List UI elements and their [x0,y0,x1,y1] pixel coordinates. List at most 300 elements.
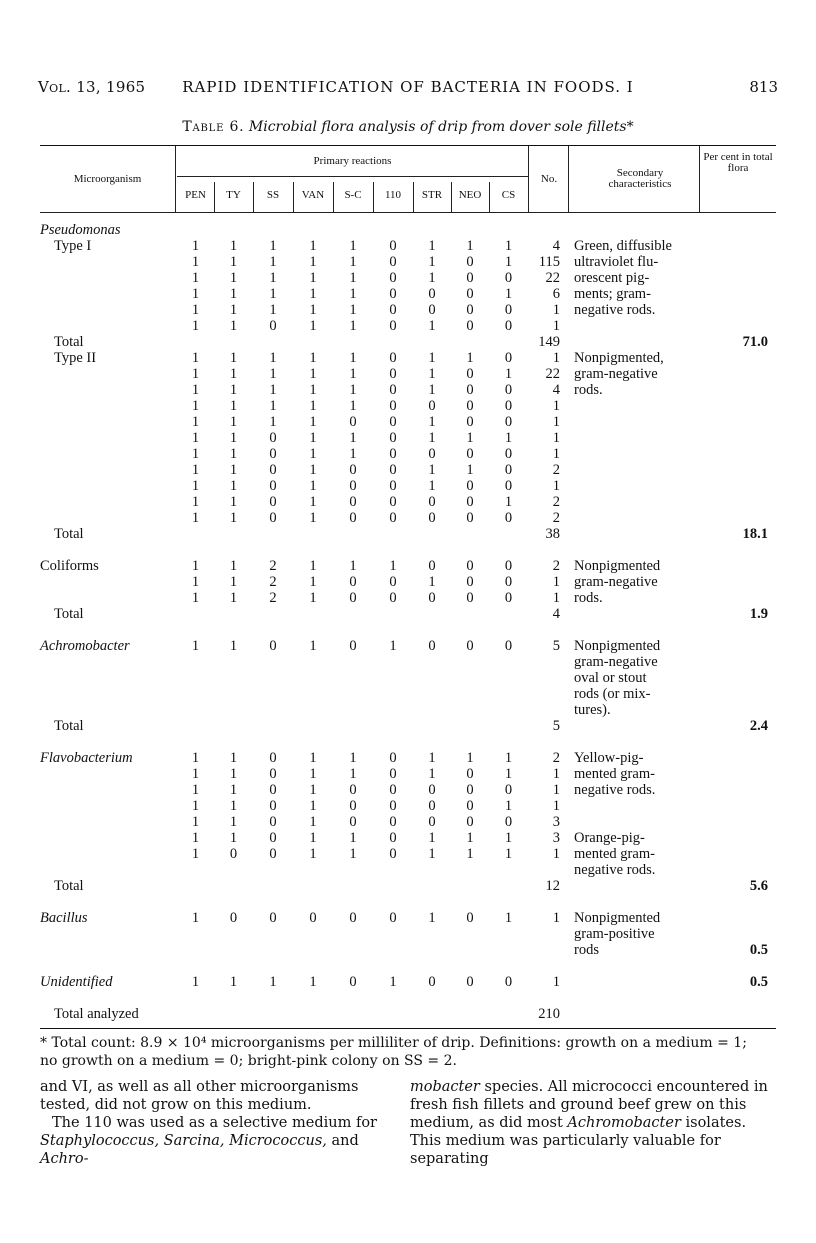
table-row [40,654,776,670]
reaction-cell: 0 [428,590,436,606]
reaction-cell: 0 [389,910,397,926]
reaction-cell: 0 [504,510,513,526]
reaction-cell: 1 [428,766,436,782]
reaction-cell: 1 [309,478,317,494]
reaction-cell: 0 [269,478,277,494]
row-label [40,814,177,830]
percent-cell [698,990,776,1006]
count-cell: 1 [552,910,560,926]
row-label [40,478,177,494]
col-primary: Primary reactions [313,155,392,167]
reaction-cell: 1 [229,558,238,574]
count-cell: 22 [545,270,560,286]
text-run: Achromobacter [567,1115,681,1131]
reaction-cell [177,542,214,558]
reaction-cell: 1 [349,318,357,334]
reaction-cell [373,686,413,702]
secondary-cell: Yellow-pig- [574,750,644,766]
reaction-cell [413,670,451,686]
count-cell [528,990,566,1006]
reaction-cell: 1 [466,462,474,478]
reaction-cell [333,718,373,734]
secondary-cell: gram-negative [574,654,658,670]
secondary-cell [566,430,698,446]
reaction-cell: 0 [504,398,513,414]
reaction-cell: 0 [349,974,357,990]
reaction-cell: 1 [309,430,317,446]
reaction-cell: 1 [309,510,317,526]
reaction-cell: 0 [504,590,513,606]
reaction-cell [373,654,413,670]
row-label: Bacillus [40,910,88,926]
secondary-cell: mented gram- [574,766,655,782]
reaction-cell [214,334,253,350]
reaction-cell [373,622,413,638]
count-cell: 1 [552,766,560,782]
secondary-cell [566,334,698,350]
reaction-cell [253,734,293,750]
secondary-cell: rods (or mix- [574,686,651,702]
text-run: species. All micrococci encountered in fresh fish fillets and ground beef grew on this medium, as did most [410,1079,768,1131]
row-label [40,686,177,702]
percent-cell [698,574,776,590]
reaction-cell: 0 [389,414,397,430]
percent-cell [698,926,776,942]
col-medium: PEN [185,189,206,201]
paragraph [40,1114,390,1168]
reaction-cell [253,942,293,958]
table-row [40,430,776,446]
reaction-cell: 0 [466,510,474,526]
reaction-cell: 1 [229,430,238,446]
reaction-cell: 1 [428,910,436,926]
reaction-cell [413,718,451,734]
reaction-cell [489,894,528,910]
row-label [40,734,177,750]
reaction-cell: 1 [349,446,357,462]
reaction-cell: 0 [504,350,513,366]
reaction-cell [373,526,413,542]
secondary-cell: Nonpigmented [574,558,661,574]
reaction-cell: 1 [349,430,357,446]
reaction-cell: 1 [504,254,513,270]
reaction-cell: 0 [309,910,317,926]
table-row [40,222,776,238]
reaction-cell: 1 [504,846,513,862]
reaction-cell [177,878,214,894]
reaction-cell: 1 [191,318,200,334]
percent-cell [698,446,776,462]
reaction-cell: 1 [191,766,200,782]
reaction-cell: 1 [428,270,436,286]
table-row [40,942,776,958]
table-row [40,798,776,814]
reaction-cell: 1 [309,302,317,318]
reaction-cell [214,654,253,670]
reaction-cell: 1 [229,398,238,414]
count-cell: 22 [545,366,560,382]
table-row [40,750,776,766]
reaction-cell: 0 [389,574,397,590]
reaction-cell: 0 [504,446,513,462]
reaction-cell: 1 [191,782,200,798]
reaction-cell [293,862,333,878]
reaction-cell: 0 [466,270,474,286]
reaction-cell: 0 [269,494,277,510]
reaction-cell: 0 [389,750,397,766]
reaction-cell [333,542,373,558]
reaction-cell: 1 [229,510,238,526]
reaction-cell: 1 [191,814,200,830]
percent-cell: 2.4 [749,718,768,734]
header-divider [175,146,176,212]
table-row [40,782,776,798]
row-label [40,254,177,270]
reaction-cell [373,862,413,878]
reaction-cell: 0 [349,574,357,590]
reaction-cell [293,702,333,718]
secondary-cell: rods. [574,590,603,606]
reaction-cell [451,1006,489,1022]
secondary-cell [566,478,698,494]
percent-cell [698,750,776,766]
reaction-cell: 0 [466,318,474,334]
table-row [40,814,776,830]
reaction-cell: 1 [349,366,357,382]
reaction-cell: 0 [504,558,513,574]
reaction-cell [373,958,413,974]
reaction-cell: 1 [466,430,474,446]
reaction-cell: 0 [428,510,436,526]
reaction-cell [253,958,293,974]
reaction-cell [177,862,214,878]
table-row [40,734,776,750]
reaction-cell [177,702,214,718]
percent-cell [698,894,776,910]
percent-cell [698,494,776,510]
reaction-cell: 0 [504,814,513,830]
reaction-cell [333,926,373,942]
reaction-cell: 0 [269,430,277,446]
table-row [40,462,776,478]
reaction-cell: 1 [504,750,513,766]
reaction-cell: 1 [269,350,277,366]
reaction-cell [177,526,214,542]
secondary-cell [566,510,698,526]
secondary-cell: orescent pig- [574,270,650,286]
percent-cell [698,814,776,830]
paragraph: and VI, as well as all other microorganisms tested, did not grow on this medium. [40,1079,359,1113]
count-cell: 149 [538,334,560,350]
count-cell [528,654,566,670]
reaction-cell: 1 [269,270,277,286]
reaction-cell: 1 [466,846,474,862]
reaction-cell: 2 [269,558,277,574]
reaction-cell [253,670,293,686]
reaction-cell: 1 [309,318,317,334]
reaction-cell [214,926,253,942]
reaction-cell [451,686,489,702]
reaction-cell [177,622,214,638]
reaction-cell [333,526,373,542]
reaction-cell: 0 [504,302,513,318]
count-cell: 2 [552,510,560,526]
reaction-cell [293,334,333,350]
secondary-cell [566,798,698,814]
reaction-cell [177,734,214,750]
reaction-cell [293,958,333,974]
table-row [40,494,776,510]
table-row [40,926,776,942]
reaction-cell: 1 [349,350,357,366]
reaction-cell [177,926,214,942]
reaction-cell: 0 [466,254,474,270]
table-row [40,286,776,302]
reaction-cell: 1 [191,974,200,990]
reaction-cell: 1 [229,350,238,366]
reaction-cell: 1 [309,494,317,510]
reaction-cell: 1 [349,270,357,286]
reaction-cell: 0 [428,558,436,574]
reaction-cell: 1 [428,366,436,382]
reaction-cell: 1 [309,558,317,574]
row-label [40,766,177,782]
reaction-cell: 1 [191,830,200,846]
count-cell: 1 [552,302,560,318]
text-run: isolates. This medium was particularly valuable for separating [410,1115,747,1167]
reaction-cell: 0 [349,494,357,510]
reaction-cell [253,878,293,894]
reaction-cell [333,222,373,238]
reaction-cell [253,1006,293,1022]
reaction-cell: 0 [389,446,397,462]
reaction-cell: 1 [349,398,357,414]
count-cell: 6 [552,286,560,302]
table-row [40,270,776,286]
table-row [40,350,776,366]
row-label [40,574,177,590]
reaction-cell: 1 [269,366,277,382]
secondary-cell [566,718,698,734]
reaction-cell [293,542,333,558]
percent-cell [698,302,776,318]
reaction-cell [253,686,293,702]
table-row [40,510,776,526]
reaction-cell [177,958,214,974]
row-label [40,302,177,318]
percent-cell [698,830,776,846]
row-label: Coliforms [40,558,99,574]
secondary-cell: negative rods. [574,862,656,878]
reaction-cell: 1 [191,286,200,302]
reaction-cell [489,542,528,558]
reaction-cell [489,654,528,670]
count-cell: 115 [538,254,560,270]
reaction-cell [253,222,293,238]
secondary-cell [566,542,698,558]
reaction-cell [413,702,451,718]
reaction-cell: 0 [269,814,277,830]
reaction-cell [214,862,253,878]
percent-cell [698,702,776,718]
secondary-cell: ultraviolet flu- [574,254,659,270]
reaction-cell: 1 [229,446,238,462]
reaction-cell: 1 [428,254,436,270]
flora-table [40,145,776,1029]
reaction-cell [451,942,489,958]
reaction-cell: 1 [428,318,436,334]
reaction-cell: 1 [191,414,200,430]
reaction-cell: 1 [269,398,277,414]
reaction-cell: 0 [389,398,397,414]
reaction-cell: 0 [269,798,277,814]
reaction-cell [253,526,293,542]
secondary-cell: rods [574,942,599,958]
secondary-cell [566,974,698,990]
reaction-cell [214,686,253,702]
reaction-cell: 1 [309,462,317,478]
reaction-cell: 1 [229,830,238,846]
count-cell: 2 [552,494,560,510]
reaction-cell: 1 [389,558,397,574]
reaction-cell: 0 [466,398,474,414]
reaction-cell: 1 [229,750,238,766]
reaction-cell: 1 [504,910,513,926]
reaction-cell: 1 [229,974,238,990]
reaction-cell [451,862,489,878]
reaction-cell: 1 [349,846,357,862]
count-cell: 1 [552,446,560,462]
row-label [40,366,177,382]
percent-cell [698,382,776,398]
reaction-cell [214,222,253,238]
percent-cell [698,222,776,238]
table-row [40,1006,776,1022]
reaction-cell: 1 [309,350,317,366]
row-label: Flavobacterium [40,750,133,766]
reaction-cell: 0 [269,750,277,766]
table-label: Table 6. [182,119,245,135]
reaction-cell [214,1006,253,1022]
secondary-cell [566,526,698,542]
table-row [40,606,776,622]
reaction-cell: 1 [191,254,200,270]
reaction-cell: 0 [504,974,513,990]
table-row [40,958,776,974]
row-label: Total [54,718,84,734]
reaction-cell: 1 [349,750,357,766]
reaction-cell: 1 [428,478,436,494]
secondary-cell: gram-positive [574,926,655,942]
reaction-cell [293,686,333,702]
secondary-cell: Nonpigmented [574,910,661,926]
reaction-cell [373,222,413,238]
row-label [40,958,177,974]
reaction-cell [253,702,293,718]
table-row [40,414,776,430]
reaction-cell [373,702,413,718]
count-cell [528,958,566,974]
table-row [40,894,776,910]
page-number: 813 [749,78,778,96]
reaction-cell [413,526,451,542]
reaction-cell [333,622,373,638]
percent-cell [698,958,776,974]
row-label: Total [54,526,84,542]
reaction-cell: 1 [309,446,317,462]
reaction-cell [214,878,253,894]
reaction-cell [253,990,293,1006]
secondary-cell: oval or stout [574,670,647,686]
reaction-cell: 0 [389,254,397,270]
count-cell: 1 [552,478,560,494]
reaction-cell: 0 [466,782,474,798]
reaction-cell [293,1006,333,1022]
count-cell [528,734,566,750]
reaction-cell: 0 [389,302,397,318]
reaction-cell [253,606,293,622]
row-label [40,830,177,846]
row-label [40,430,177,446]
row-label [40,542,177,558]
secondary-cell: Green, diffusible [574,238,672,254]
reaction-cell: 1 [191,910,200,926]
header-divider [568,146,569,212]
count-cell [528,942,566,958]
reaction-cell: 0 [349,462,357,478]
count-cell: 4 [552,238,560,254]
reaction-cell: 1 [229,366,238,382]
reaction-cell: 0 [389,478,397,494]
percent-cell: 0.5 [749,974,768,990]
reaction-cell [214,734,253,750]
reaction-cell: 0 [269,510,277,526]
row-label [40,286,177,302]
reaction-cell: 0 [428,302,436,318]
reaction-cell [214,606,253,622]
col-medium: 110 [384,189,402,201]
reaction-cell: 0 [349,478,357,494]
reaction-cell [177,670,214,686]
reaction-cell: 1 [504,830,513,846]
reaction-cell [451,926,489,942]
reaction-cell: 0 [349,510,357,526]
reaction-cell: 0 [466,494,474,510]
reaction-cell: 1 [191,510,200,526]
reaction-cell: 1 [389,974,397,990]
reaction-cell: 0 [466,302,474,318]
secondary-cell [566,318,698,334]
table-row [40,526,776,542]
reaction-cell: 0 [466,574,474,590]
col-no: No. [540,173,558,185]
reaction-cell: 1 [229,270,238,286]
reaction-cell [451,878,489,894]
running-header [38,78,778,102]
percent-cell [698,542,776,558]
reaction-cell: 0 [349,638,357,654]
reaction-cell: 0 [428,782,436,798]
percent-cell [698,430,776,446]
reaction-cell [293,942,333,958]
reaction-cell [451,526,489,542]
table-row [40,622,776,638]
reaction-cell: 0 [389,238,397,254]
count-cell [528,670,566,686]
percent-cell [698,558,776,574]
reaction-cell [253,718,293,734]
reaction-cell: 1 [466,238,474,254]
